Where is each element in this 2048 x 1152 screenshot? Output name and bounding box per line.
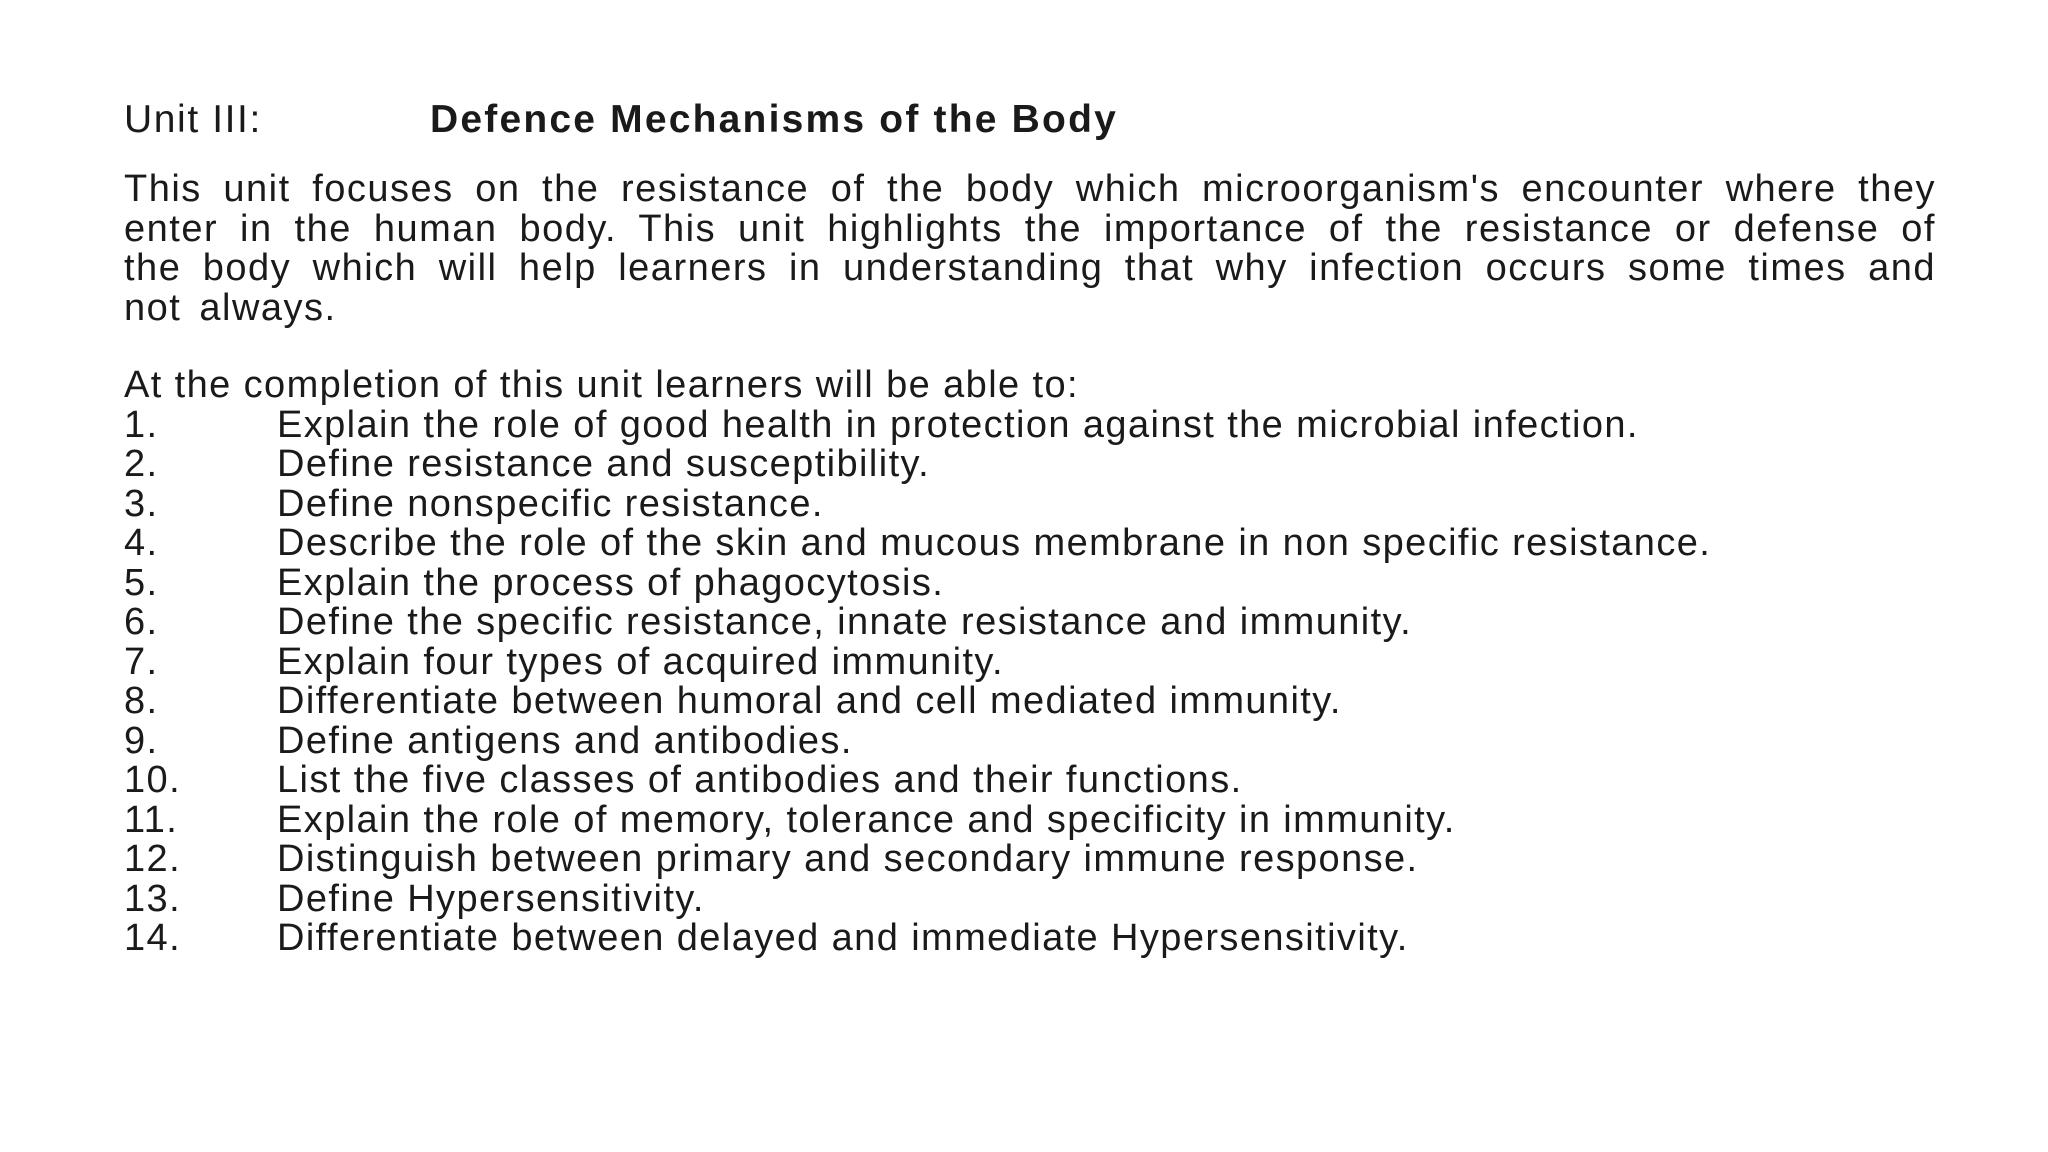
objective-text: Define Hypersensitivity. (277, 877, 705, 920)
objective-item (124, 761, 1936, 801)
objective-number: 9. (124, 719, 159, 762)
objective-text: Differentiate between delayed and immediate Hypersensitivity. (277, 917, 1409, 959)
objective-text: Explain four types of acquired immunity. (277, 640, 1004, 683)
objective-item (124, 482, 1936, 525)
objective-item (124, 445, 1936, 485)
objective-text: Define resistance and susceptibility. (277, 443, 931, 485)
objective-item (124, 798, 1936, 841)
objective-item (124, 919, 1936, 959)
objective-item (124, 877, 1936, 920)
unit-introduction: This unit focuses on the resistance of the body which microorganism's encounter where they enter in the human body. This unit highlights the importance of the resistance or defense of the body which will help learners in understanding that why infection occurs some times and not always. (124, 168, 1936, 329)
unit-label: Unit III: (124, 98, 262, 141)
objective-text: Define antigens and antibodies. (277, 719, 853, 762)
objective-number: 4. (124, 522, 159, 564)
objective-number: 11. (124, 798, 179, 841)
objective-item (124, 682, 1936, 722)
objective-number: 1. (124, 403, 159, 446)
objective-item (124, 719, 1936, 762)
objective-text: Explain the role of memory, tolerance and specificity in immunity. (277, 798, 1456, 841)
objective-number: 14. (124, 917, 182, 959)
objective-text: Differentiate between humoral and cell mediated immunity. (277, 680, 1342, 722)
unit-title: Defence Mechanisms of the Body (430, 98, 1118, 141)
unit-heading (124, 98, 1936, 150)
objective-text: Define the specific resistance, innate resistance and immunity. (277, 601, 1413, 643)
objective-number: 13. (124, 877, 182, 920)
objective-item (124, 403, 1936, 446)
objectives-list (124, 403, 1936, 959)
objective-number: 5. (124, 561, 159, 604)
objective-item (124, 840, 1936, 880)
document-page (124, 98, 1936, 959)
objective-item (124, 561, 1936, 604)
objective-number: 8. (124, 680, 159, 722)
objective-text: Define nonspecific resistance. (277, 482, 824, 525)
objective-item (124, 524, 1936, 564)
objective-text: List the five classes of antibodies and their functions. (277, 759, 1243, 801)
objective-item (124, 603, 1936, 643)
objective-number: 7. (124, 640, 159, 683)
objective-text: Explain the process of phagocytosis. (277, 561, 945, 604)
objective-text: Describe the role of the skin and mucous membrane in non specific resistance. (277, 522, 1712, 564)
objective-number: 10. (124, 759, 182, 801)
objective-number: 12. (124, 838, 182, 880)
objective-text: Distinguish between primary and secondary immune response. (277, 838, 1419, 880)
objective-number: 3. (124, 482, 159, 525)
objectives-intro: At the completion of this unit learners will be able to: (124, 364, 1079, 406)
objective-number: 6. (124, 601, 159, 643)
objective-text: Explain the role of good health in protection against the microbial infection. (277, 403, 1639, 446)
objective-item (124, 640, 1936, 683)
objective-number: 2. (124, 443, 159, 485)
